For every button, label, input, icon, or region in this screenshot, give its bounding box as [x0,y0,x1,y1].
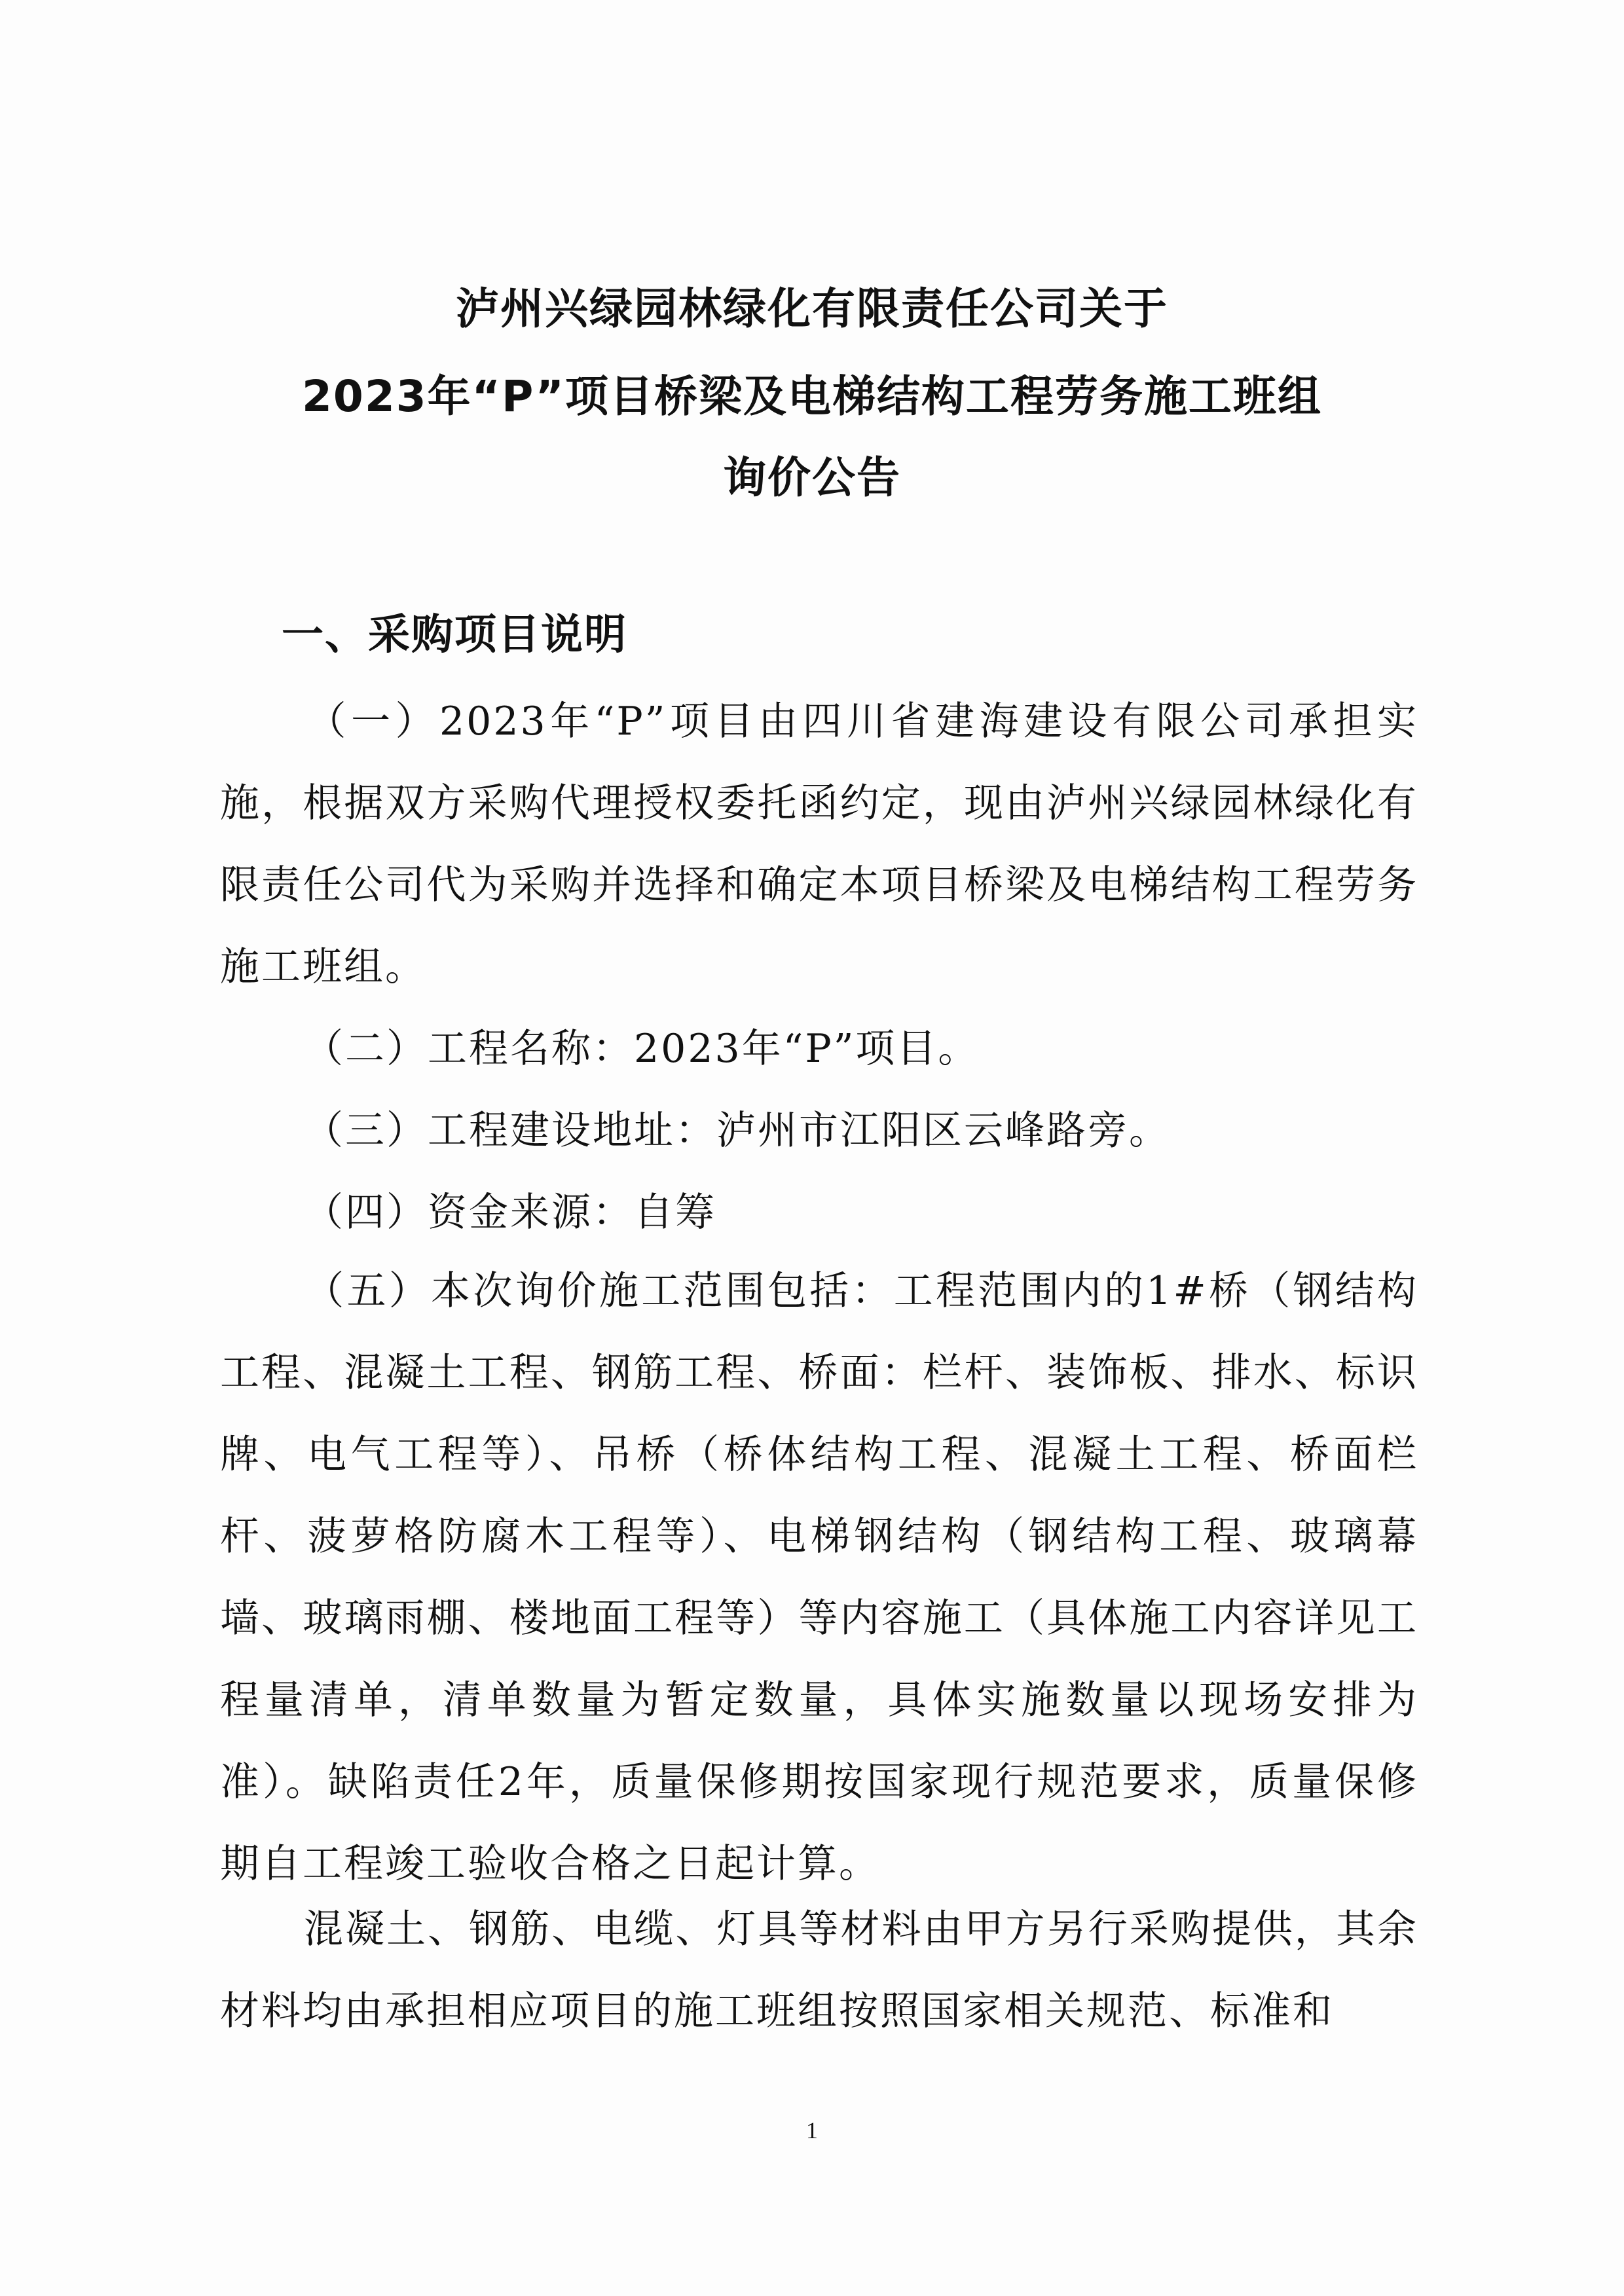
paragraph-item-4 [220,1172,1418,1254]
page-number: 1 [806,2117,818,2143]
paragraph-materials [220,1889,1418,2052]
paragraph-text: 混凝土、钢筋、电缆、灯具等材料由甲方另行采购提供，其余材料均由承担相应项目的施工班组按照国家相关规范、标准和 [220,1906,1418,2034]
paragraph-text: （一）2023年“P”项目由四川省建海建设有限公司承担实施，根据双方采购代理授权委托函约定，现由泸州兴绿园林绿化有限责任公司代为采购并选择和确定本项目桥梁及电梯结构工程劳务施工班组。 [220,699,1418,990]
document-title-line-1: 泸州兴绿园林绿化有限责任公司关于 [456,283,1168,334]
paragraph-item-2 [220,1008,1418,1090]
paragraph-text: （三）工程建设地址：泸州市江阳区云峰路旁。 [304,1108,1170,1154]
paragraph-item-1 [220,681,1418,1008]
document-title-line-2: 2023年“P”项目桥梁及电梯结构工程劳务施工班组 [301,371,1323,422]
paragraph-item-5 [220,1250,1418,1905]
paragraph-text: （二）工程名称：2023年“P”项目。 [304,1026,980,1072]
section-heading: 一、采购项目说明 [282,611,627,659]
paragraph-text: （四）资金来源：自筹 [304,1190,716,1235]
document-title-line-3: 询价公告 [723,452,901,503]
paragraph-item-3 [220,1090,1418,1172]
paragraph-text: （五）本次询价施工范围包括：工程范围内的1#桥（钢结构工程、混凝土工程、钢筋工程、桥面：栏杆、装饰板、排水、标识牌、电气工程等）、吊桥（桥体结构工程、混凝土工程、桥面栏杆、菠萝格防腐木工程等）、电梯钢结构（钢结构工程、玻璃幕墙、玻璃雨棚、楼地面工程等）等内容施工（具体施工内容详见工程量清单，清单数量为暂定数量，具体实施数量以现场安排为准）。缺陷责任2年，质量保修期按国家现行规范要求，质量保修期自工程竣工验收合格之日起计算。 [220,1268,1418,1887]
